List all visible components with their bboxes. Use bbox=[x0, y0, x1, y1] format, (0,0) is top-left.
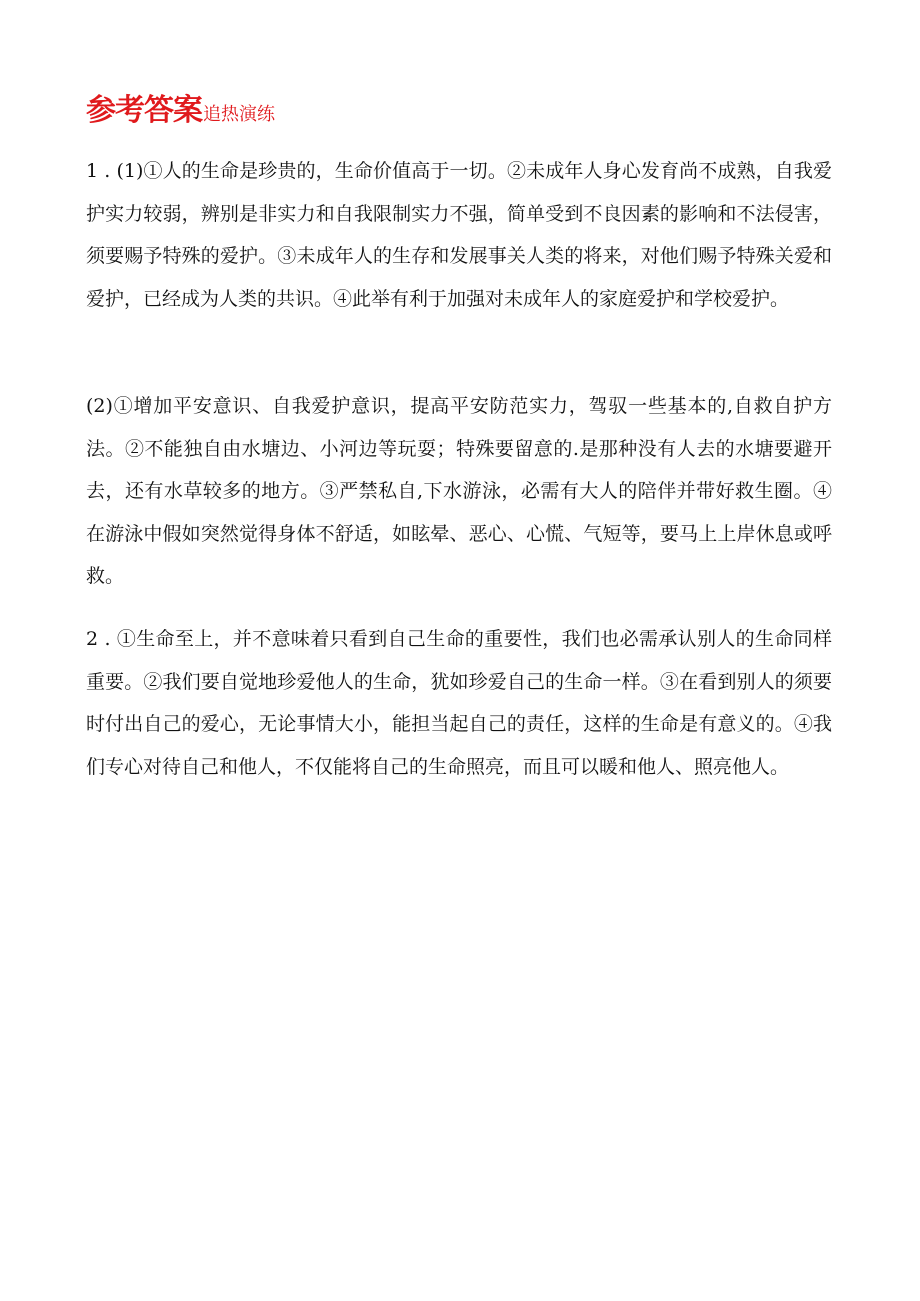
answer-2: 2 . ①生命至上，并不意味着只看到自己生命的重要性，我们也必需承认别人的生命同样重要。②我们要自觉地珍爱他人的生命，犹如珍爱自己的生命一样。③在看到别人的须要时付出自己的爱心，无论事情大小，能担当起自己的责任，这样的生命是有意义的。④我们专心对待自己和他人，不仅能将自己的生命照亮，而且可以暖和他人、照亮他人。 bbox=[86, 628, 832, 778]
section-heading bbox=[86, 93, 275, 128]
heading-title: 参考答案 bbox=[86, 93, 202, 128]
answer-1-part-2: (2)①增加平安意识、自我爱护意识，提高平安防范实力，驾驭一些基本的,自救自护方法。②不能独自由水塘边、小河边等玩耍；特殊要留意的.是那种没有人去的水塘要避开去，还有水草较多的地方。③严禁私自,下水游泳，必需有大人的陪伴并带好救生圈。④在游泳中假如突然觉得身体不舒适，如眩晕、恶心、心慌、气短等，要马上上岸休息或呼救。 bbox=[86, 395, 832, 588]
heading-subtitle: 追热演练 bbox=[203, 104, 275, 125]
answer-1-part-1: 1 . (1)①人的生命是珍贵的，生命价值高于一切。②未成年人身心发育尚不成熟，自我爱护实力较弱，辨别是非实力和自我限制实力不强，简单受到不良因素的影响和不法侵害，须要赐予特殊的爱护。③未成年人的生存和发展事关人类的将来，对他们赐予特殊关爱和爱护，已经成为人类的共识。④此举有利于加强对未成年人的家庭爱护和学校爱护。 bbox=[86, 160, 832, 310]
